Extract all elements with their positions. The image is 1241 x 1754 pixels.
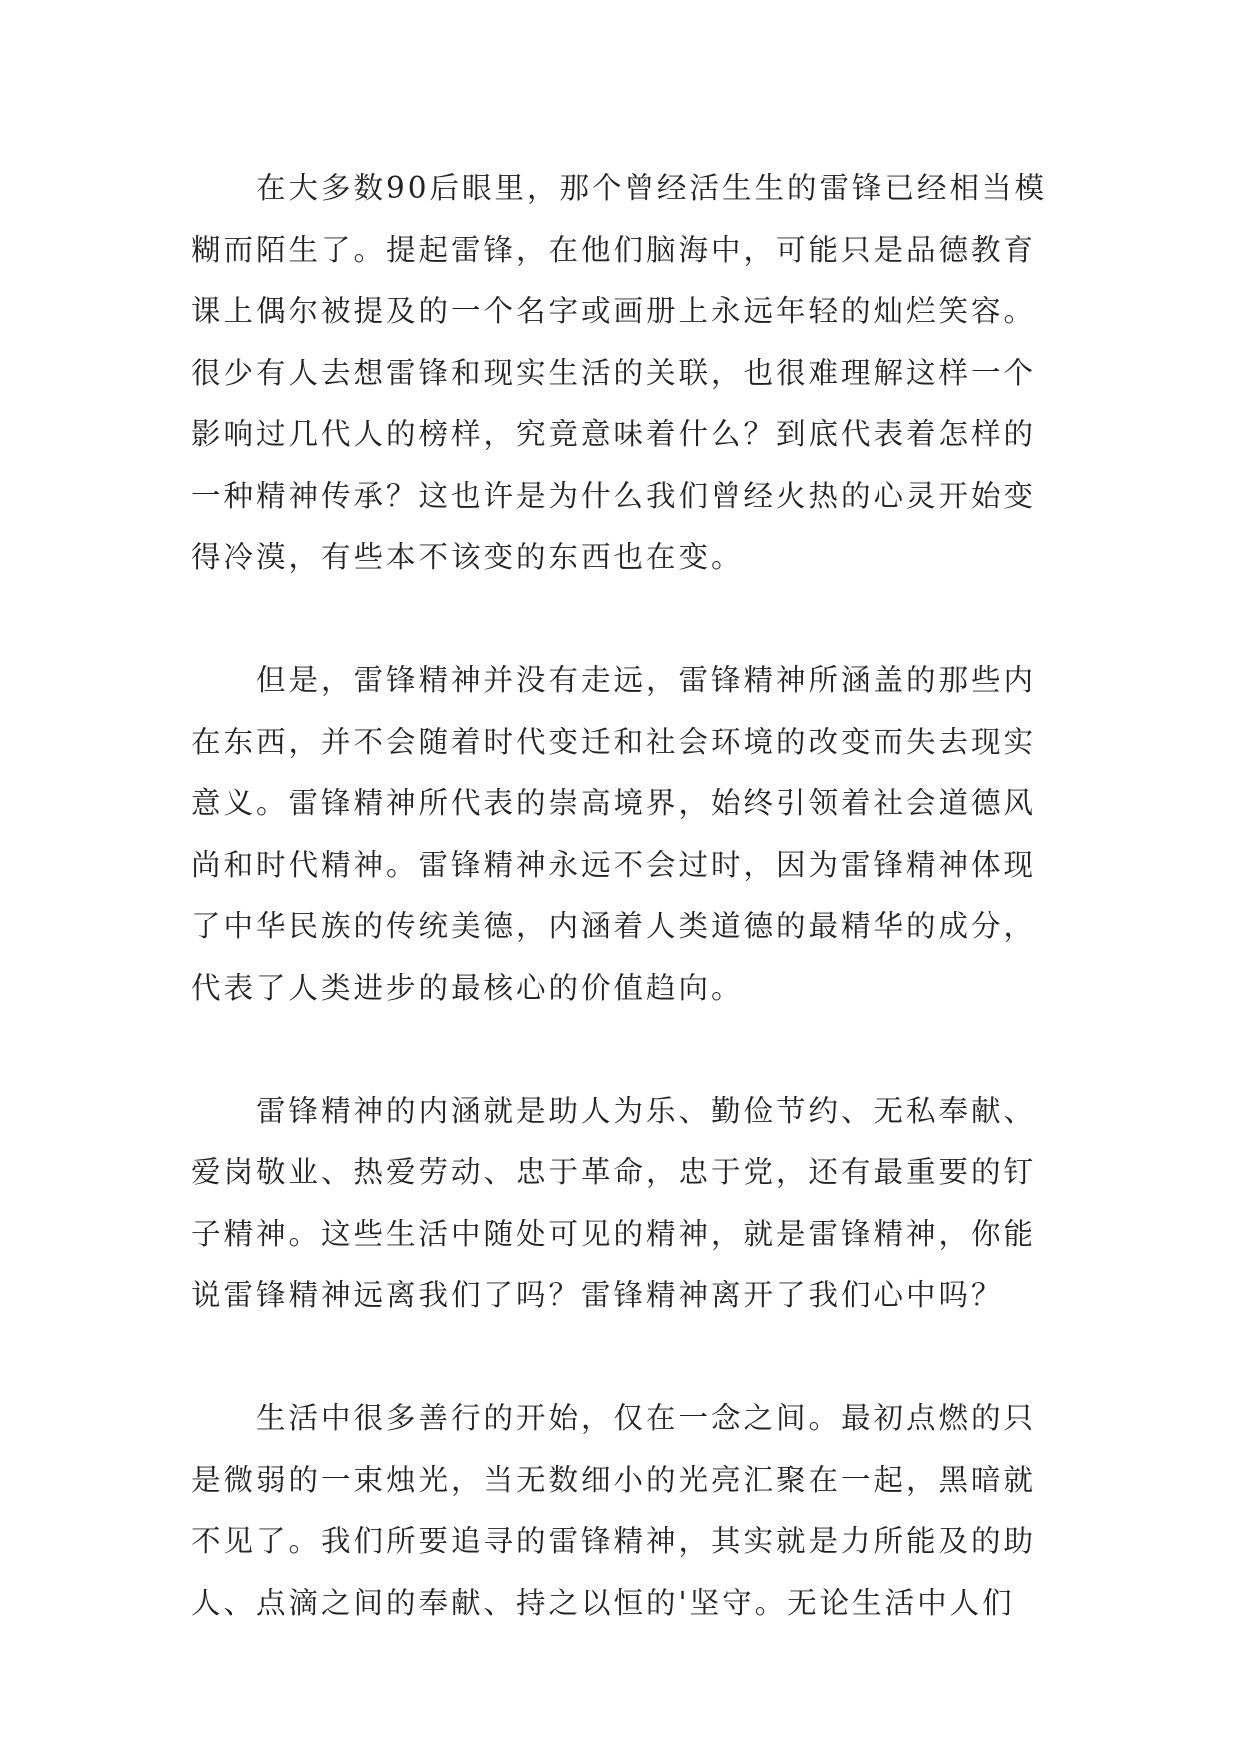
paragraph-4: 生活中很多善行的开始，仅在一念之间。最初点燃的只是微弱的一束烛光，当无数细小的光亮汇聚在一起，黑暗就不见了。我们所要追寻的雷锋精神，其实就是力所能及的助人、点滴之间的奉献、持之以恒的'坚守。无论生活中人们 xyxy=(191,1401,1037,1620)
paragraph-2: 但是，雷锋精神并没有走远，雷锋精神所涵盖的那些内在东西，并不会随着时代变迁和社会环境的改变而失去现实意义。雷锋精神所代表的崇高境界，始终引领着社会道德风尚和时代精神。雷锋精神永远不会过时，因为雷锋精神体现了中华民族的传统美德，内涵着人类道德的最精华的成分，代表了人类进步的最核心的价值趋向。 xyxy=(191,663,1037,1005)
paragraph-3: 雷锋精神的内涵就是助人为乐、勤俭节约、无私奉献、爱岗敬业、热爱劳动、忠于革命，忠于党，还有最重要的钉子精神。这些生活中随处可见的精神，就是雷锋精神，你能说雷锋精神远离我们了吗？雷锋精神离开了我们心中吗？ xyxy=(191,1093,1037,1312)
paragraph-1: 在大多数90后眼里，那个曾经活生生的雷锋已经相当模糊而陌生了。提起雷锋，在他们脑海中，可能只是品德教育课上偶尔被提及的一个名字或画册上永远年轻的灿烂笑容。很少有人去想雷锋和现实生活的关联，也很难理解这样一个影响过几代人的榜样，究竟意味着什么？到底代表着怎样的一种精神传承？这也许是为什么我们曾经火热的心灵开始变得冷漠，有些本不该变的东西也在变。 xyxy=(191,171,1048,574)
document-body xyxy=(191,158,1051,1634)
